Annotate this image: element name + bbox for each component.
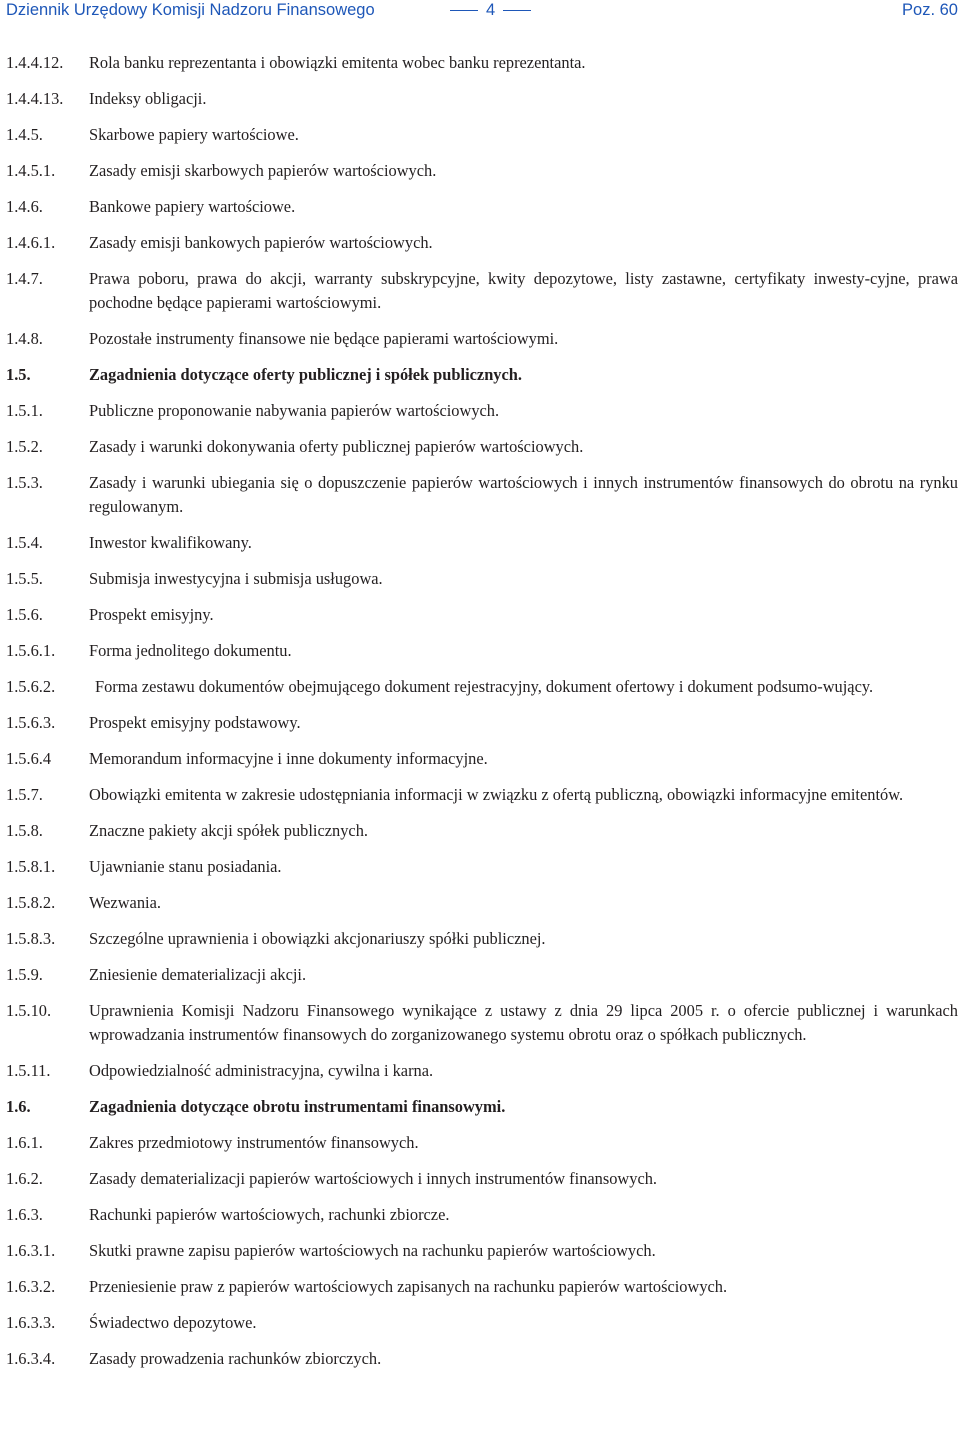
item-text: Rola banku reprezentanta i obowiązki emitenta wobec banku reprezentanta. [89,53,586,72]
item-number: 1.6.3.1. [6,1241,56,1260]
outline-item [6,747,958,771]
section-number: 1.6. [6,1097,31,1116]
item-text: Świadectwo depozytowe. [89,1313,257,1332]
item-number: 1.6.1. [6,1133,43,1152]
outline-item [6,603,958,627]
section-heading [6,363,958,387]
item-text: Zasady emisji bankowych papierów wartościowych. [89,233,433,252]
outline-item [6,399,958,423]
outline-item [6,675,958,699]
outline-item [6,783,958,807]
outline-item [6,327,958,351]
outline-item [6,855,958,879]
item-number: 1.5.6.1. [6,641,56,660]
outline-item [6,1131,958,1155]
item-text: Znaczne pakiety akcji spółek publicznych. [89,821,368,840]
item-text: Indeksy obligacji. [89,89,207,108]
outline-item [6,435,958,459]
dash-left [450,10,478,11]
item-number: 1.4.5. [6,125,43,144]
item-number: 1.6.3.3. [6,1313,56,1332]
item-text: Prospekt emisyjny podstawowy. [89,713,301,732]
item-text: Wezwania. [89,893,161,912]
outline-list [6,51,958,1383]
item-number: 1.5.2. [6,437,43,456]
position-number: Poz. 60 [902,1,958,19]
item-number: 1.4.6.1. [6,233,56,252]
item-text: Forma zestawu dokumentów obejmującego dokument rejestracyjny, dokument ofertowy i dokument podsumo-wujący. [95,677,874,696]
item-text: Publiczne proponowanie nabywania papierów wartościowych. [89,401,500,420]
item-text: Zasady dematerializacji papierów wartościowych i innych instrumentów finansowych. [89,1169,658,1188]
outline-item [6,567,958,591]
outline-item [6,963,958,987]
item-text: Zasady i warunki ubiegania się o dopuszczenie papierów wartościowych i innych instrumentów finansowych do obrotu na rynku regulowanym. [89,473,958,516]
item-text: Przeniesienie praw z papierów wartościowych zapisanych na rachunku papierów wartościowych. [89,1277,728,1296]
item-number: 1.5.5. [6,569,43,588]
outline-item [6,927,958,951]
item-number: 1.5.11. [6,1061,51,1080]
item-text: Forma jednolitego dokumentu. [89,641,292,660]
outline-item [6,1311,958,1335]
outline-item [6,999,958,1047]
item-number: 1.5.4. [6,533,43,552]
outline-item [6,1347,958,1371]
outline-item [6,1203,958,1227]
item-number: 1.4.6. [6,197,43,216]
item-text: Skutki prawne zapisu papierów wartościowych na rachunku papierów wartościowych. [89,1241,656,1260]
page-number [442,1,524,20]
outline-item [6,1275,958,1299]
item-text: Szczególne uprawnienia i obowiązki akcjonariuszy spółki publicznej. [89,929,546,948]
outline-item [6,639,958,663]
item-text: Memorandum informacyjne i inne dokumenty informacyjne. [89,749,488,768]
section-heading [6,1095,958,1119]
page-header [6,0,958,26]
page-number-value: 4 [486,1,496,19]
item-number: 1.5.3. [6,473,43,492]
item-text: Skarbowe papiery wartościowe. [89,125,299,144]
outline-item [6,231,958,255]
item-text: Submisja inwestycyjna i submisja usługowa. [89,569,383,588]
item-text: Prospekt emisyjny. [89,605,214,624]
section-number: 1.5. [6,365,31,384]
item-number: 1.6.3.4. [6,1349,56,1368]
item-number: 1.6.3. [6,1205,43,1224]
outline-item [6,51,958,75]
section-title: Zagadnienia dotyczące obrotu instrumentami finansowymi. [89,1097,506,1116]
outline-item [6,123,958,147]
item-number: 1.5.10. [6,1001,52,1020]
item-text: Uprawnienia Komisji Nadzoru Finansowego wynikające z ustawy z dnia 29 lipca 2005 r. o ofercie publicznej i warunkach wprowadzania instrumentów finansowych do zorganizowanego systemu obrotu oraz o spółkach publicznych. [89,1001,958,1044]
item-text: Odpowiedzialność administracyjna, cywilna i karna. [89,1061,434,1080]
item-number: 1.5.7. [6,785,43,804]
item-text: Prawa poboru, prawa do akcji, warranty subskrypcyjne, kwity depozytowe, listy zastawne, certyfikaty inwesty-cyjne, prawa pochodne będące papierami wartościowymi. [89,269,958,312]
item-text: Obowiązki emitenta w zakresie udostępniania informacji w związku z ofertą publiczną, obowiązki informacyjne emitentów. [89,785,904,804]
item-number: 1.5.9. [6,965,43,984]
section-title: Zagadnienia dotyczące oferty publicznej i spółek publicznych. [89,365,522,384]
outline-item [6,159,958,183]
outline-item [6,891,958,915]
outline-item [6,1239,958,1263]
item-number: 1.5.6.2. [6,677,56,696]
journal-title: Dziennik Urzędowy Komisji Nadzoru Finansowego [6,1,375,19]
item-text: Rachunki papierów wartościowych, rachunki zbiorcze. [89,1205,450,1224]
item-text: Ujawnianie stanu posiadania. [89,857,282,876]
item-number: 1.5.6.4 [6,749,52,768]
outline-item [6,1167,958,1191]
item-number: 1.5.8.3. [6,929,56,948]
outline-item [6,267,958,315]
item-number: 1.5.1. [6,401,43,420]
outline-item [6,1059,958,1083]
item-text: Zakres przedmiotowy instrumentów finansowych. [89,1133,419,1152]
item-number: 1.5.6.3. [6,713,56,732]
item-number: 1.5.8.2. [6,893,56,912]
outline-item [6,711,958,735]
item-number: 1.4.8. [6,329,43,348]
item-number: 1.6.2. [6,1169,43,1188]
item-number: 1.4.4.13. [6,89,64,108]
item-number: 1.4.4.12. [6,53,64,72]
item-number: 1.5.8. [6,821,43,840]
item-text: Zasady emisji skarbowych papierów wartościowych. [89,161,437,180]
outline-item [6,531,958,555]
outline-item [6,471,958,519]
item-text: Zasady prowadzenia rachunków zbiorczych. [89,1349,382,1368]
item-number: 1.4.7. [6,269,43,288]
item-text: Inwestor kwalifikowany. [89,533,252,552]
dash-right [503,10,531,11]
item-text: Zasady i warunki dokonywania oferty publicznej papierów wartościowych. [89,437,584,456]
outline-item [6,819,958,843]
item-text: Pozostałe instrumenty finansowe nie będące papierami wartościowymi. [89,329,559,348]
item-text: Bankowe papiery wartościowe. [89,197,296,216]
outline-item [6,87,958,111]
item-number: 1.5.6. [6,605,43,624]
item-text: Zniesienie dematerializacji akcji. [89,965,307,984]
item-number: 1.6.3.2. [6,1277,56,1296]
item-number: 1.4.5.1. [6,161,56,180]
outline-item [6,195,958,219]
item-number: 1.5.8.1. [6,857,56,876]
